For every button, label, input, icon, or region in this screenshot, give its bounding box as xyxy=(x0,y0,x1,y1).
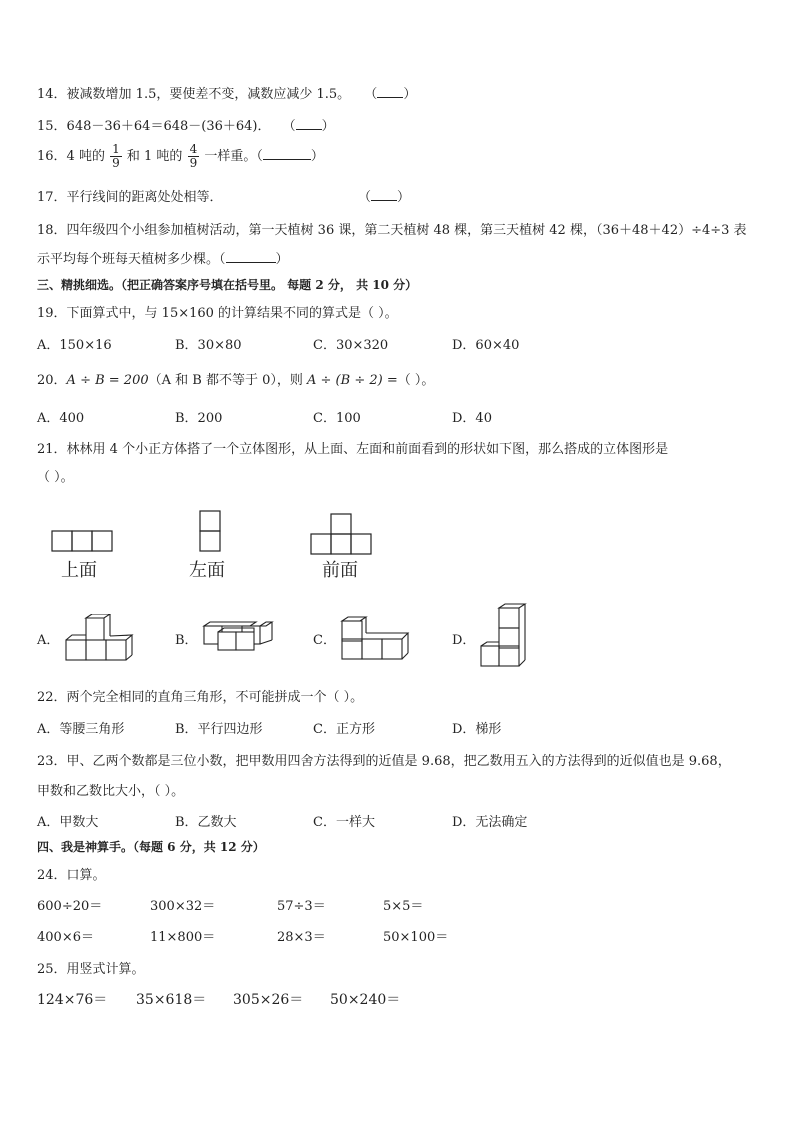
fraction-four-ninths: $\frac{4}{9}$ xyxy=(189,142,198,170)
q22-option-b[interactable]: B．平行四边形 xyxy=(175,722,263,737)
oral-calc-item: 600÷20＝ xyxy=(37,899,103,914)
question-25-title: 25．用竖式计算。 xyxy=(37,962,145,977)
answer-blank[interactable] xyxy=(371,188,397,201)
section-4-heading: 四、我是神算手。（每题 6 分，共 12 分） xyxy=(37,840,265,854)
question-24-title: 24．口算。 xyxy=(37,868,106,883)
question-21-line1: 21．林林用 4 个小正方体搭了一个立体图形，从上面、左面和前面看到的形状如下图，那么搭成的立体图形是 xyxy=(37,442,669,457)
question-18-line2: 示平均每个班每天植树多少棵。（ ） xyxy=(37,252,289,267)
oral-calc-item: 300×32＝ xyxy=(150,899,216,914)
q21-option-a[interactable]: A． xyxy=(37,633,60,648)
vertical-calc-item: 35×618＝ xyxy=(136,992,207,1008)
oral-calc-item: 11×800＝ xyxy=(150,930,216,945)
q20-option-a[interactable]: A．400 xyxy=(37,411,85,426)
vertical-calc-item: 124×76＝ xyxy=(37,992,108,1008)
question-14: 14．被减数增加 1.5，要使差不变，减数应减少 1.5。 （ ） xyxy=(37,87,417,102)
oral-calc-item: 400×6＝ xyxy=(37,930,94,945)
answer-blank[interactable] xyxy=(377,85,403,98)
q23-option-c[interactable]: C．一样大 xyxy=(313,815,375,830)
answer-blank[interactable] xyxy=(296,117,322,130)
solid-figure-a[interactable] xyxy=(64,614,134,662)
oral-calc-item: 28×3＝ xyxy=(277,930,326,945)
vertical-calc-item: 305×26＝ xyxy=(233,992,304,1008)
section-3-heading: 三、精挑细选。（把正确答案序号填在括号里。 每题 2 分， 共 10 分） xyxy=(37,278,418,292)
oral-calc-item: 5×5＝ xyxy=(383,899,424,914)
fraction-one-ninth: $\frac{1}{9}$ xyxy=(112,142,120,170)
q19-option-b[interactable]: B．30×80 xyxy=(175,338,242,353)
solid-figure-b[interactable] xyxy=(202,620,274,652)
question-17: 17．平行线间的距离处处相等． xyxy=(37,190,223,205)
question-22: 22．两个完全相同的直角三角形，不可能拼成一个（ ）。 xyxy=(37,690,364,705)
question-17-bracket: （ ） xyxy=(358,190,411,205)
q20-option-d[interactable]: D．40 xyxy=(452,411,492,426)
q21-option-b[interactable]: B． xyxy=(175,633,198,648)
solid-figure-c[interactable] xyxy=(340,615,410,661)
q20-option-b[interactable]: B．200 xyxy=(175,411,223,426)
view-label-top: 上面 xyxy=(61,560,97,581)
q19-option-a[interactable]: A．150×16 xyxy=(37,338,112,353)
question-15: 15．648－36＋64＝648－(36＋64)． （ ） xyxy=(37,119,335,134)
q23-option-b[interactable]: B．乙数大 xyxy=(175,815,237,830)
view-label-left: 左面 xyxy=(189,560,225,581)
q22-option-a[interactable]: A．等腰三角形 xyxy=(37,722,125,737)
question-16: 16．4 吨的 $\frac{1}{9}$ 和 1 吨的 $\frac{4}{9}$ 一样重。（ ） xyxy=(37,142,324,170)
left-view-diagram xyxy=(199,510,221,553)
vertical-calc-item: 50×240＝ xyxy=(330,992,401,1008)
answer-blank[interactable] xyxy=(263,147,311,160)
question-18-line1: 18．四年级四个小组参加植树活动，第一天植树 36 课，第二天植树 48 棵，第三天植树 42 棵，（36＋48＋42）÷4÷3 表 xyxy=(37,223,747,238)
question-20: 20．A ÷ B = 200（A 和 B 都不等于 0），则 A ÷ (B ÷ 2) =（ ）。 xyxy=(37,373,435,388)
q23-option-a[interactable]: A．甲数大 xyxy=(37,815,99,830)
q20-option-c[interactable]: C．100 xyxy=(313,411,361,426)
q22-option-d[interactable]: D．梯形 xyxy=(452,722,502,737)
front-view-diagram xyxy=(310,513,372,555)
q21-option-c[interactable]: C． xyxy=(313,633,336,648)
answer-blank[interactable] xyxy=(226,250,276,263)
question-23-line2: 甲数和乙数比大小，（ ）。 xyxy=(37,784,185,799)
q19-option-d[interactable]: D．60×40 xyxy=(452,338,520,353)
oral-calc-item: 57÷3＝ xyxy=(277,899,326,914)
q19-option-c[interactable]: C．30×320 xyxy=(313,338,389,353)
q21-option-d[interactable]: D． xyxy=(452,633,476,648)
q22-option-c[interactable]: C．正方形 xyxy=(313,722,375,737)
oral-calc-item: 50×100＝ xyxy=(383,930,449,945)
view-label-front: 前面 xyxy=(322,560,358,581)
question-19: 19．下面算式中，与 15×160 的计算结果不同的算式是（ ）。 xyxy=(37,306,398,321)
question-21-line2: （ ）。 xyxy=(37,470,74,485)
question-23-line1: 23．甲、乙两个数都是三位小数，把甲数用四舍方法得到的近值是 9.68，把乙数用五入的方法得到的近似值也是 9.68， xyxy=(37,754,731,769)
q23-option-d[interactable]: D．无法确定 xyxy=(452,815,528,830)
top-view-diagram xyxy=(51,530,113,553)
solid-figure-d[interactable] xyxy=(479,602,529,668)
